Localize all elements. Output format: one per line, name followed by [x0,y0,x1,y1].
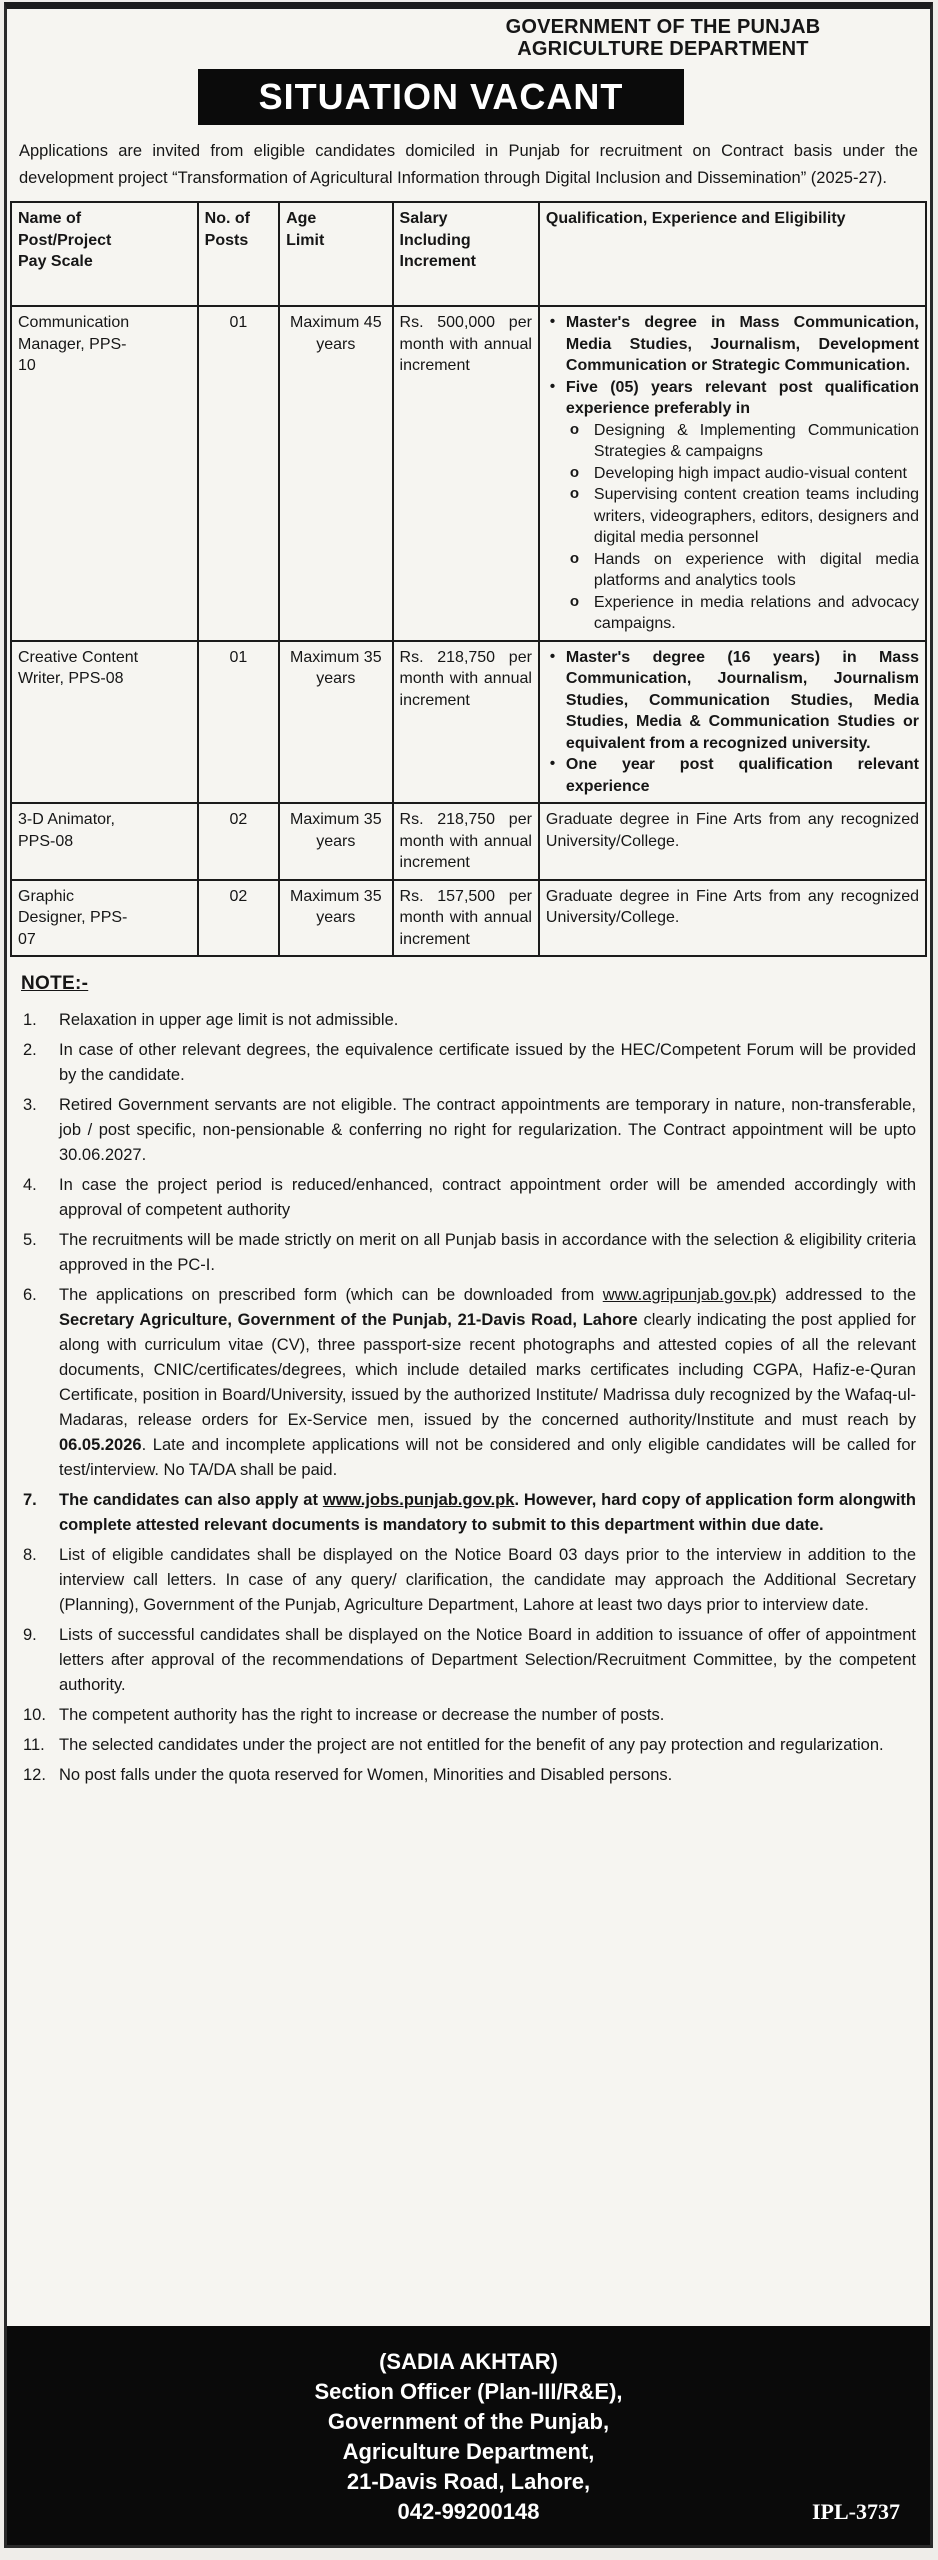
salary-cell: Rs. 218,750 per month with annual increment [393,803,539,880]
post-name-cell: Communication Manager, PPS-10 [11,306,198,641]
note-text: No post falls under the quota reserved for Women, Minorities and Disabled persons. [59,1766,673,1784]
table-row [11,803,926,880]
agripunjab-url-text: www.agripunjab.gov.pk [602,1286,772,1304]
note-item-11 [7,1733,916,1758]
note-number: 3. [23,1096,37,1114]
circle-bullet-icon: o [569,420,580,438]
note-item-12 [7,1763,916,1788]
signature-footer [7,2326,930,2545]
footer-phone: 042-99200148 [397,2499,540,2524]
note-text: The recruitments will be made strictly on merit on all Punjab basis in accordance with the selection & eligibility criteria approved in the PC-I. [59,1231,916,1274]
sub-bullet-item: o Hands on experience with digital media platforms and analytics tools [569,549,919,589]
note-text: . Late and incomplete applications will not be considered and only eligible candidates will be called for test/interview. No TA/DA shall be paid. [59,1436,916,1479]
note-number: 5. [23,1231,37,1249]
table-header-row [11,202,926,306]
bullet-icon: • [549,647,556,665]
department-header-line1: GOVERNMENT OF THE PUNJAB [505,16,821,38]
footer-address: 21-Davis Road, Lahore, [346,2469,591,2494]
post-name-cell: Graphic Designer, PPS-07 [11,880,198,957]
posts-count-cell: 02 [198,880,279,957]
note-item-2 [7,1038,916,1088]
note-item-10 [7,1703,916,1728]
note-number: 12. [23,1766,46,1784]
signatory-name: (SADIA AKHTAR) [379,2349,558,2374]
note-text: The candidates can also apply at [59,1491,323,1509]
bullet-item: • Five (05) years relevant post qualification experience preferably in [549,377,919,417]
note-text: Retired Government servants are not eligible. The contract appointments are temporary in nature, non-transferable, job / post specific, non-pensionable & conferring no right for regularization. The Contract appointment will be upto 30.06.2027. [59,1096,916,1164]
note-item-8 [7,1543,916,1618]
age-limit-cell: Maximum 45 years [279,306,392,641]
bullet-icon: • [549,755,556,772]
note-text: . However, hard copy of application form alongwith complete attested relevant documents is mandatory to submit to this department within due date. [59,1491,916,1534]
sub-bullet-item: o Developing high impact audio-visual content [569,463,907,482]
qualification-cell [539,306,926,641]
circle-bullet-icon: o [569,463,580,481]
note-heading: NOTE:- [21,973,89,994]
column-header-posts: No. of Posts [198,202,279,306]
note-item-4 [7,1173,916,1223]
bullet-item: • Master's degree in Mass Communication, Media Studies, Journalism, Development Communication or Strategic Communication. [549,313,919,374]
salary-cell: Rs. 157,500 per month with annual increment [393,880,539,957]
note-number: 9. [23,1626,37,1644]
salary-cell: Rs. 218,750 per month with annual increment [393,641,539,804]
circle-bullet-icon: o [569,592,580,610]
note-text: In case the project period is reduced/enhanced, contract appointment order will be amended accordingly with approval of competent authority [59,1176,916,1219]
qualification-text: Graduate degree in Fine Arts from any recognized University/College. [545,887,919,926]
bullet-item: • Master's degree (16 years) in Mass Communication, Journalism, Journalism Studies, Communication Studies, Media Studies, Media & Communication Studies or equivalent from a recognized university. [549,647,919,752]
signatory-title: Section Officer (Plan-III/R&E), [314,2379,623,2404]
note-number: 10. [23,1706,46,1724]
situation-vacant-banner: SITUATION VACANT [198,69,684,125]
department-header [393,16,933,60]
note-text: Lists of successful candidates shall be displayed on the Notice Board in addition to issuance of offer of appointment letters after approval of the recommendations of Department Selection/Recruitment Committee, by the competent authority. [59,1626,916,1694]
circle-bullet-icon: o [569,485,580,502]
column-header-age: Age Limit [279,202,392,306]
circle-bullet-icon: o [569,549,580,567]
qualification-cell [539,880,926,957]
table-row [11,641,926,804]
column-header-salary: Salary Including Increment [393,202,539,306]
sub-bullet-item: o Designing & Implementing Communication Strategies & campaigns [569,420,919,460]
posts-count-cell: 01 [198,306,279,641]
secretary-address-bold-text: Secretary Agriculture, Government of the Punjab, 21-Davis Road, Lahore [59,1311,638,1329]
note-number: 6. [23,1286,37,1304]
note-item-6 [7,1283,916,1483]
note-number: 11. [23,1736,45,1754]
notes-list [7,1003,916,1788]
post-name-cell: Creative Content Writer, PPS-08 [11,641,198,804]
bullet-item: • One year post qualification relevant experience [549,755,919,795]
note-item-9 [7,1623,916,1698]
age-limit-cell: Maximum 35 years [279,641,392,804]
age-limit-cell: Maximum 35 years [279,880,392,957]
sub-bullet-item: o Supervising content creation teams including writers, videographers, editors, designers and digital media personnel [569,485,919,546]
note-text: In case of other relevant degrees, the equivalence certificate issued by the HEC/Competent Forum will be provided by the candidate. [59,1041,916,1084]
table-row [11,880,926,957]
advert-border-frame [4,2,933,2548]
note-text: List of eligible candidates shall be displayed on the Notice Board 03 days prior to the interview in addition to the interview call letters. In case of any query/ clarification, the candidate may approach the Additional Secretary (Planning), Government of the Punjab, Agriculture Department, Lahore at least two days prior to interview date. [59,1546,916,1614]
deadline-date-text: 06.05.2026 [59,1436,142,1454]
qualification-cell [539,641,926,804]
note-text: ) addressed to the [771,1286,917,1304]
note-item-3 [7,1093,916,1168]
department-header-line2: AGRICULTURE DEPARTMENT [517,38,809,60]
note-item-5 [7,1228,916,1278]
sub-bullet-item: o Experience in media relations and advocacy campaigns. [569,592,919,632]
note-number: 7. [23,1491,37,1509]
qualification-text: Graduate degree in Fine Arts from any recognized University/College. [545,811,919,850]
footer-line: Agriculture Department, [342,2439,595,2464]
note-number: 1. [23,1011,37,1029]
salary-cell: Rs. 500,000 per month with annual increment [393,306,539,641]
column-header-qualification: Qualification, Experience and Eligibility [539,202,926,306]
bullet-icon: • [549,313,556,330]
note-number: 4. [23,1176,37,1194]
note-text: The selected candidates under the project are not entitled for the benefit of any pay protection and regularization. [59,1736,884,1754]
intro-paragraph: Applications are invited from eligible candidates domiciled in Punjab for recruitment on Contract basis under the development project “Transformation of Agricultural Information through Digital Inclusion and Dissemination” (2025-27). [19,142,918,187]
note-text: clearly indicating the post applied for along with curriculum vitae (CV), three passport-size recent photographs and attested copies of all the relevant documents, CNIC/certificates/degrees, which include detailed marks certificates including CGPA, Hafiz-e-Quran Certificate, position in Board/University, issued by the authorized Institute/ Madrissa duly recognized by the Wafaq-ul-Madaras, release orders for Ex-Service men, issued by the concerned authority/Institute and must reach by [59,1311,916,1429]
recruitment-table [10,201,927,957]
note-text: The applications on prescribed form (which can be downloaded from [59,1286,603,1304]
table-row [11,306,926,641]
bullet-icon: • [549,377,556,395]
post-name-cell: 3-D Animator, PPS-08 [11,803,198,880]
jobs-punjab-url-text: www.jobs.punjab.gov.pk [322,1491,515,1509]
posts-count-cell: 02 [198,803,279,880]
note-text: The competent authority has the right to increase or decrease the number of posts. [59,1706,665,1724]
note-item-1 [7,1008,916,1033]
column-header-post: Name of Post/Project Pay Scale [11,202,198,306]
note-item-7 [7,1488,916,1538]
posts-count-cell: 01 [198,641,279,804]
note-number: 8. [23,1546,37,1564]
footer-line: Government of the Punjab, [327,2409,610,2434]
age-limit-cell: Maximum 35 years [279,803,392,880]
note-text: Relaxation in upper age limit is not admissible. [59,1011,399,1029]
qualification-cell [539,803,926,880]
ipl-reference: IPL-3737 [812,2499,900,2524]
note-number: 2. [23,1041,37,1059]
